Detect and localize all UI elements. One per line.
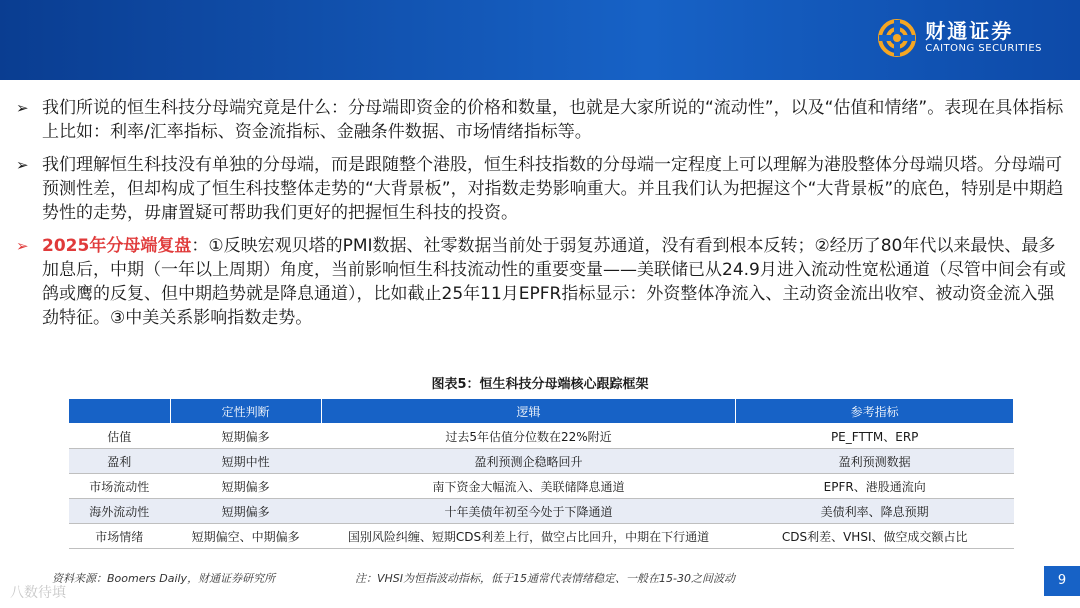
table-cell: 短期偏多 [170,474,321,499]
logo-chinese-name: 财通证券 [925,19,1014,43]
footnote: 注：VHSI为恒指波动指标，低于15通常代表情绪稳定、一般在15-30之间波动 [355,572,735,585]
table-header-cell: 逻辑 [321,399,736,424]
table-cell: 十年美债年初至今处于下降通道 [321,499,736,524]
header-bar [0,0,1080,80]
paragraph-2 [16,153,1066,225]
table-cell: CDS利差、VHSI、做空成交额占比 [736,524,1014,549]
paragraph-1 [16,96,1066,144]
table-cell: 过去5年估值分位数在22%附近 [321,424,736,449]
table-row [69,524,1014,549]
paragraph-text: 我们理解恒生科技没有单独的分母端，而是跟随整个港股，恒生科技指数的分母端一定程度上可以理解为港股整体分母端贝塔。分母端可预测性差，但却构成了恒生科技整体走势的“大背景板”，对指数走势影响重大。并且我们认为把握这个“大背景板”的底色，特别是中期趋势性的走势，毋庸置疑可帮助我们更好的把握恒生科技的投资。 [42,155,1064,223]
figure-title: 图表5：恒生科技分母端核心跟踪框架 [431,377,649,392]
main-content [16,96,1066,339]
table-cell: 南下资金大幅流入、美联储降息通道 [321,474,736,499]
table-row [69,449,1014,474]
table-cell: 盈利预测企稳略回升 [321,449,736,474]
table-cell: 市场流动性 [69,474,171,499]
page-number: 9 [1044,566,1080,596]
logo-english-name: CAITONG SECURITIES [925,43,1042,54]
company-logo [877,18,1042,58]
table-cell: 短期偏空、中期偏多 [170,524,321,549]
caitong-logo-icon [877,18,917,58]
table-cell: 国别风险纠缠、短期CDS利差上行，做空占比回升，中期在下行通道 [321,524,736,549]
tracking-framework-table [68,398,1014,549]
paragraph-3 [16,234,1066,330]
table-cell: 短期偏多 [170,424,321,449]
table-row [69,424,1014,449]
table-cell: 短期偏多 [170,499,321,524]
table-cell: PE_FTTM、ERP [736,424,1014,449]
table-cell: 盈利 [69,449,171,474]
table-header-row [69,399,1014,424]
paragraph-text: ：①反映宏观贝塔的PMI数据、社零数据当前处于弱复苏通道，没有看到根本反转；②经历了80年代以来最快、最多加息后，中期（一年以上周期）角度，当前影响恒生科技流动性的重要变量——美联储已从24.9月进入流动性宽松通道（尽管中间会有或鸽或鹰的反复、但中期趋势就是降息通道），比如截止25年11月EPFR指标显示：外资整体净流入、主动资金流出收窄、被动资金流入强劲特征。③中美关系影响指数走势。 [42,236,1066,328]
table-cell: 市场情绪 [69,524,171,549]
paragraph-highlight: 2025年分母端复盘 [42,236,192,256]
source-note: 资料来源：Boomers Daily，财通证券研究所 [52,572,276,585]
table-header-cell: 定性判断 [170,399,321,424]
table-row [69,474,1014,499]
table-header-cell [69,399,171,424]
table-cell: 海外流动性 [69,499,171,524]
table-cell: 估值 [69,424,171,449]
arrow-bullet-icon: ➢ [16,237,29,255]
table-cell: 短期中性 [170,449,321,474]
paragraph-text: 我们所说的恒生科技分母端究竟是什么：分母端即资金的价格和数量，也就是大家所说的“流动性”，以及“估值和情绪”。表现在具体指标上比如：利率/汇率指标、资金流指标、金融条件数据、市场情绪指标等。 [42,98,1064,142]
table-row [69,499,1014,524]
watermark: 八数待填 [10,585,66,601]
table-cell: EPFR、港股通流向 [736,474,1014,499]
table-cell: 美债利率、降息预期 [736,499,1014,524]
arrow-bullet-icon: ➢ [16,99,29,117]
arrow-bullet-icon: ➢ [16,156,29,174]
table-cell: 盈利预测数据 [736,449,1014,474]
table-header-cell: 参考指标 [736,399,1014,424]
